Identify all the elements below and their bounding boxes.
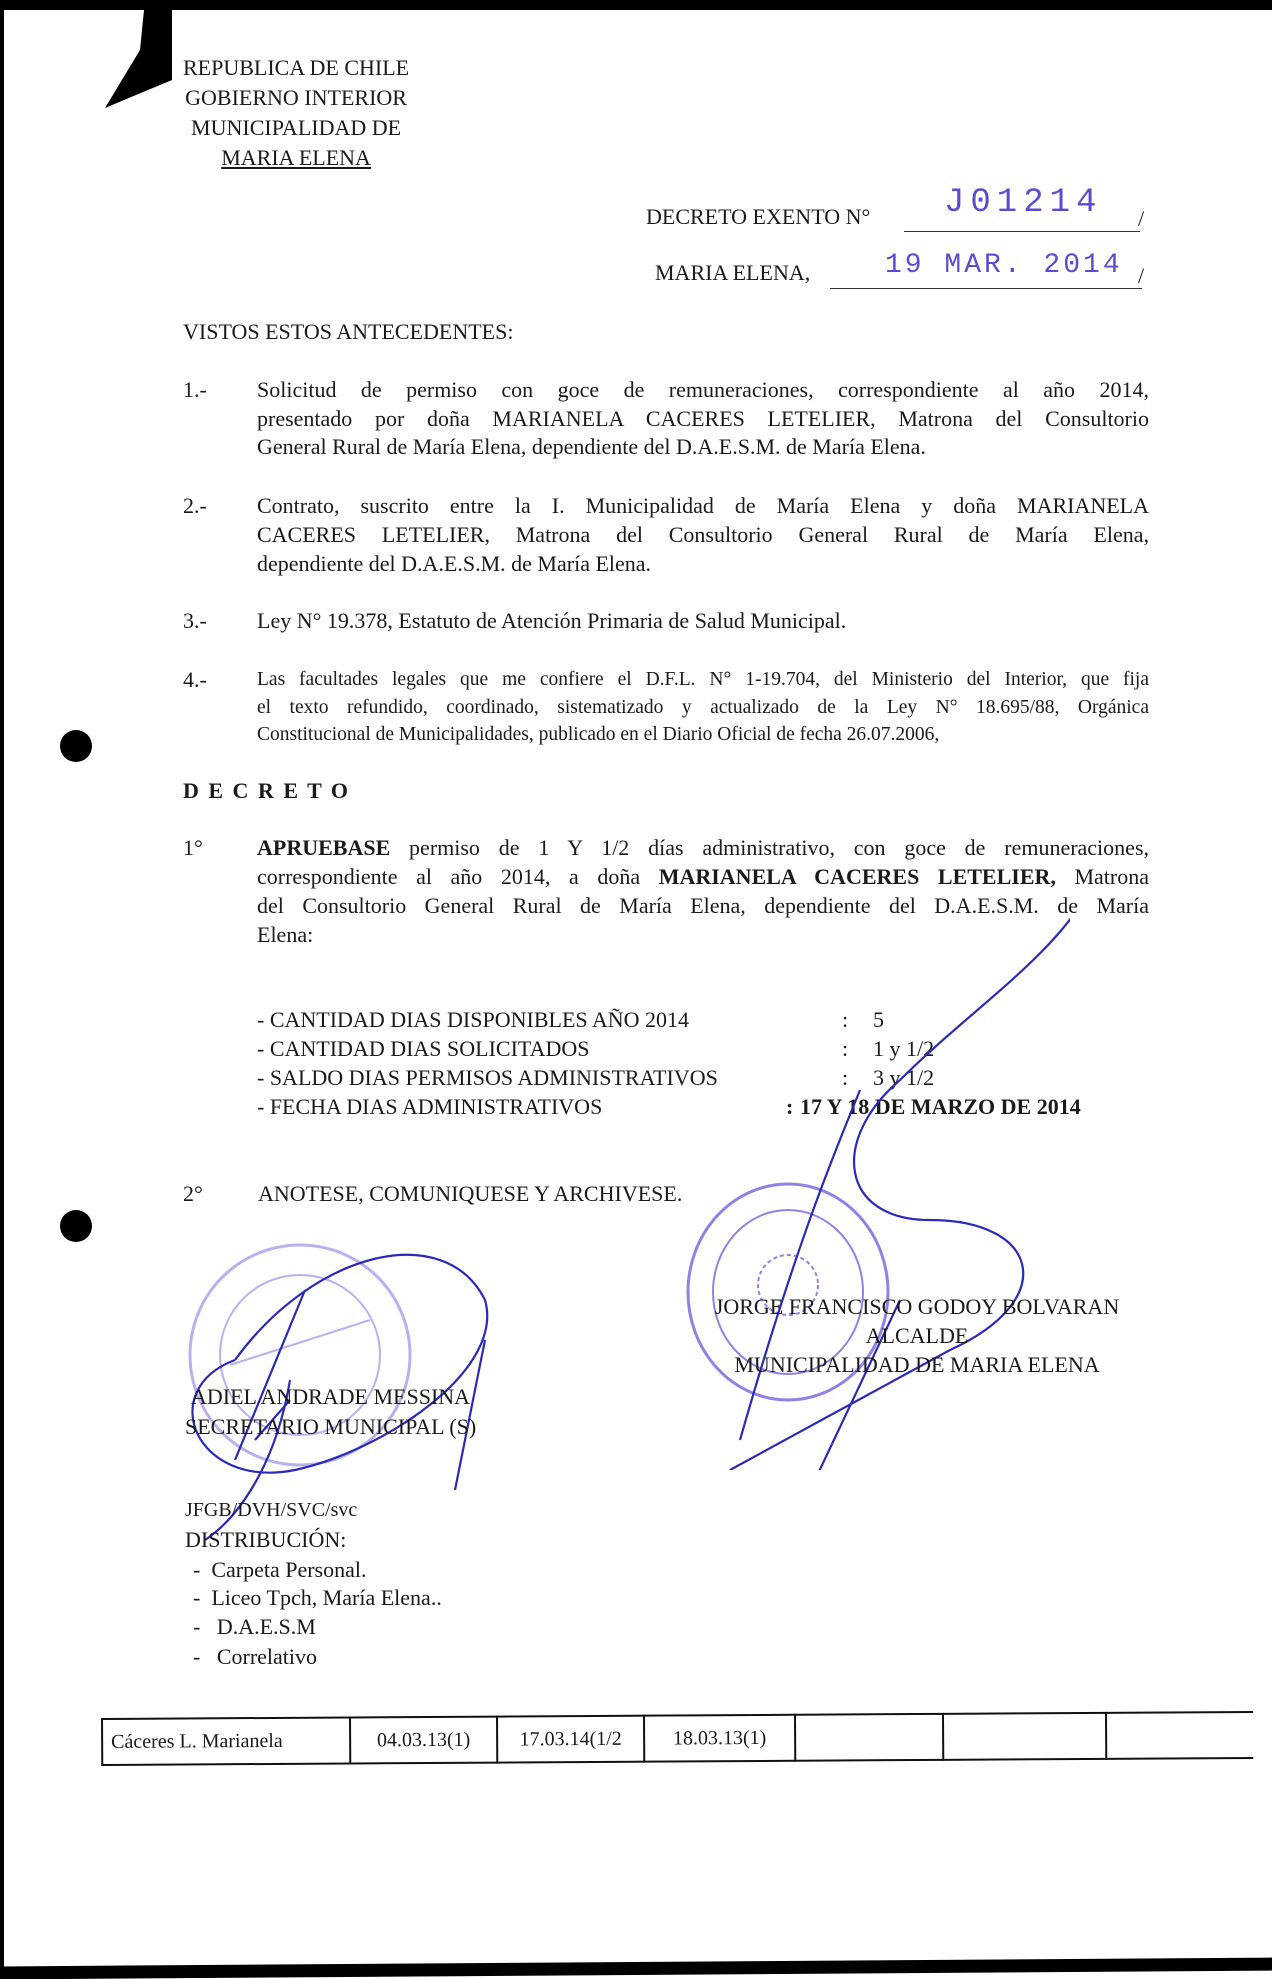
punch-hole bbox=[60, 730, 92, 762]
item-number: 1.- bbox=[183, 377, 207, 402]
initials: JFGB/DVH/SVC/svc bbox=[185, 1499, 358, 1521]
detail-value: 17 Y 18 DE MARZO DE 2014 bbox=[800, 1094, 1081, 1119]
item-number: 3.- bbox=[183, 608, 207, 633]
text: Matrona bbox=[1055, 864, 1150, 889]
table-cell bbox=[795, 1714, 943, 1761]
table-cell bbox=[943, 1713, 1106, 1760]
table-cell bbox=[1106, 1712, 1253, 1759]
item-number: 2.- bbox=[183, 493, 207, 518]
mayor-title: ALCALDE bbox=[865, 1323, 969, 1348]
text: correspondiente al año 2014, a doña bbox=[257, 864, 659, 889]
mayor-block bbox=[687, 1293, 1147, 1379]
table-cell: 18.03.13(1) bbox=[644, 1715, 795, 1762]
detail-value: 1 y 1/2 bbox=[873, 1036, 935, 1061]
header-line: REPUBLICA DE CHILE bbox=[183, 55, 410, 80]
table-cell: 04.03.13(1) bbox=[350, 1717, 497, 1764]
detail-sep: : bbox=[842, 1007, 849, 1032]
slash: / bbox=[1138, 206, 1145, 231]
list-item: - Liceo Tpch, María Elena.. bbox=[193, 1585, 442, 1610]
list-item: - Carpeta Personal. bbox=[193, 1557, 367, 1582]
scan-top-border bbox=[0, 0, 1272, 10]
header-line: GOBIERNO INTERIOR bbox=[185, 85, 407, 110]
table-cell: Cáceres L. Marianela bbox=[102, 1717, 350, 1765]
signature-mayor bbox=[720, 880, 1070, 1470]
decreto-title: D E C R E T O bbox=[183, 778, 351, 803]
mayor-name: JORGE FRANCISCO GODOY BOLVARAN bbox=[714, 1294, 1120, 1319]
bold-text: APRUEBASE bbox=[257, 835, 391, 860]
detail-label: - SALDO DIAS PERMISOS ADMINISTRATIVOS bbox=[257, 1065, 718, 1090]
article-line: del Consultorio General Rural de María Elena, dependiente del D.A.E.S.M. de María bbox=[257, 893, 1149, 918]
item-line: Contrato, suscrito entre la I. Municipalidad de María Elena y doña MARIANELA bbox=[257, 493, 1149, 518]
detail-sep: : bbox=[786, 1094, 794, 1119]
list-item-text: Liceo Tpch, María Elena.. bbox=[211, 1585, 442, 1610]
detail-sep: : bbox=[842, 1065, 849, 1090]
place-label: MARIA ELENA, bbox=[655, 260, 811, 285]
item-line: Ley N° 19.378, Estatuto de Atención Primaria de Salud Municipal. bbox=[257, 608, 847, 633]
detail-label: - CANTIDAD DIAS DISPONIBLES AÑO 2014 bbox=[257, 1007, 690, 1032]
scan-bottom-border bbox=[0, 1958, 1272, 1979]
table-cell: 17.03.14(1/2 bbox=[497, 1716, 644, 1763]
torn-corner bbox=[100, 0, 180, 115]
detail-label: - CANTIDAD DIAS SOLICITADOS bbox=[257, 1036, 590, 1061]
table-row bbox=[102, 1712, 1253, 1765]
date-line bbox=[830, 288, 1142, 289]
distribution-title: DISTRIBUCIÓN: bbox=[185, 1527, 347, 1552]
item-line: el texto refundido, coordinado, sistematizado y actualizado de la Ley N° 18.695/88, Orgánica bbox=[257, 697, 1149, 718]
list-item-text: D.A.E.S.M bbox=[216, 1614, 316, 1639]
decree-number-line bbox=[904, 231, 1140, 232]
article-number: 1° bbox=[183, 835, 203, 860]
slash: / bbox=[1138, 263, 1145, 288]
item-line: Constitucional de Municipalidades, publicado en el Diario Oficial de fecha 26.07.2006, bbox=[257, 724, 940, 745]
article-number: 2° bbox=[183, 1181, 203, 1206]
vistos-title: VISTOS ESTOS ANTECEDENTES: bbox=[183, 319, 514, 344]
item-line: General Rural de María Elena, dependiente del D.A.E.S.M. de María Elena. bbox=[257, 434, 926, 459]
item-line: CACERES LETELIER, Matrona del Consultorio General Rural de María Elena, bbox=[257, 522, 1149, 547]
punch-hole bbox=[60, 1210, 92, 1242]
list-item-text: Correlativo bbox=[216, 1644, 318, 1669]
item-line: Solicitud de permiso con goce de remuneraciones, correspondiente al año 2014, bbox=[257, 377, 1149, 402]
detail-value: 3 y 1/2 bbox=[873, 1065, 935, 1090]
detail-value: 5 bbox=[873, 1007, 884, 1032]
institution-header bbox=[183, 53, 409, 173]
item-line: presentado por doña MARIANELA CACERES LETELIER, Matrona del Consultorio bbox=[257, 406, 1149, 431]
decree-number-stamp: J01214 bbox=[944, 184, 1103, 222]
list-item: - D.A.E.S.M bbox=[193, 1614, 316, 1639]
item-line: Las facultades legales que me confiere el D.F.L. N° 1-19.704, del Ministerio del Interior, que fija bbox=[257, 669, 1149, 690]
article-text: ANOTESE, COMUNIQUESE Y ARCHIVESE. bbox=[258, 1181, 683, 1206]
item-line: dependiente del D.A.E.S.M. de María Elena. bbox=[257, 551, 652, 576]
scan-left-edge bbox=[0, 0, 4, 1975]
list-item: - Correlativo bbox=[193, 1644, 318, 1669]
header-line: MUNICIPALIDAD DE bbox=[191, 115, 402, 140]
detail-label: - FECHA DIAS ADMINISTRATIVOS bbox=[257, 1094, 603, 1119]
secretary-title: SECRETARIO MUNICIPAL (S) bbox=[185, 1414, 477, 1439]
bold-text: MARIANELA CACERES LETELIER, bbox=[658, 864, 1056, 889]
date-stamp: 19 MAR. 2014 bbox=[885, 250, 1123, 281]
text: permiso de 1 Y 1/2 días administrativo, con goce de remuneraciones, bbox=[390, 835, 1149, 860]
mayor-org: MUNICIPALIDAD DE MARIA ELENA bbox=[734, 1352, 1100, 1377]
header-line: MARIA ELENA bbox=[221, 145, 371, 170]
detail-sep: : bbox=[842, 1036, 849, 1061]
article-line: Elena: bbox=[257, 922, 314, 947]
list-item-text: Carpeta Personal. bbox=[211, 1557, 367, 1582]
register-table bbox=[101, 1711, 1253, 1766]
secretary-name: ADIEL ANDRADE MESSINA bbox=[191, 1384, 471, 1409]
item-number: 4.- bbox=[183, 667, 207, 692]
decree-number-label: DECRETO EXENTO N° bbox=[646, 204, 871, 229]
article-line bbox=[257, 834, 1149, 862]
